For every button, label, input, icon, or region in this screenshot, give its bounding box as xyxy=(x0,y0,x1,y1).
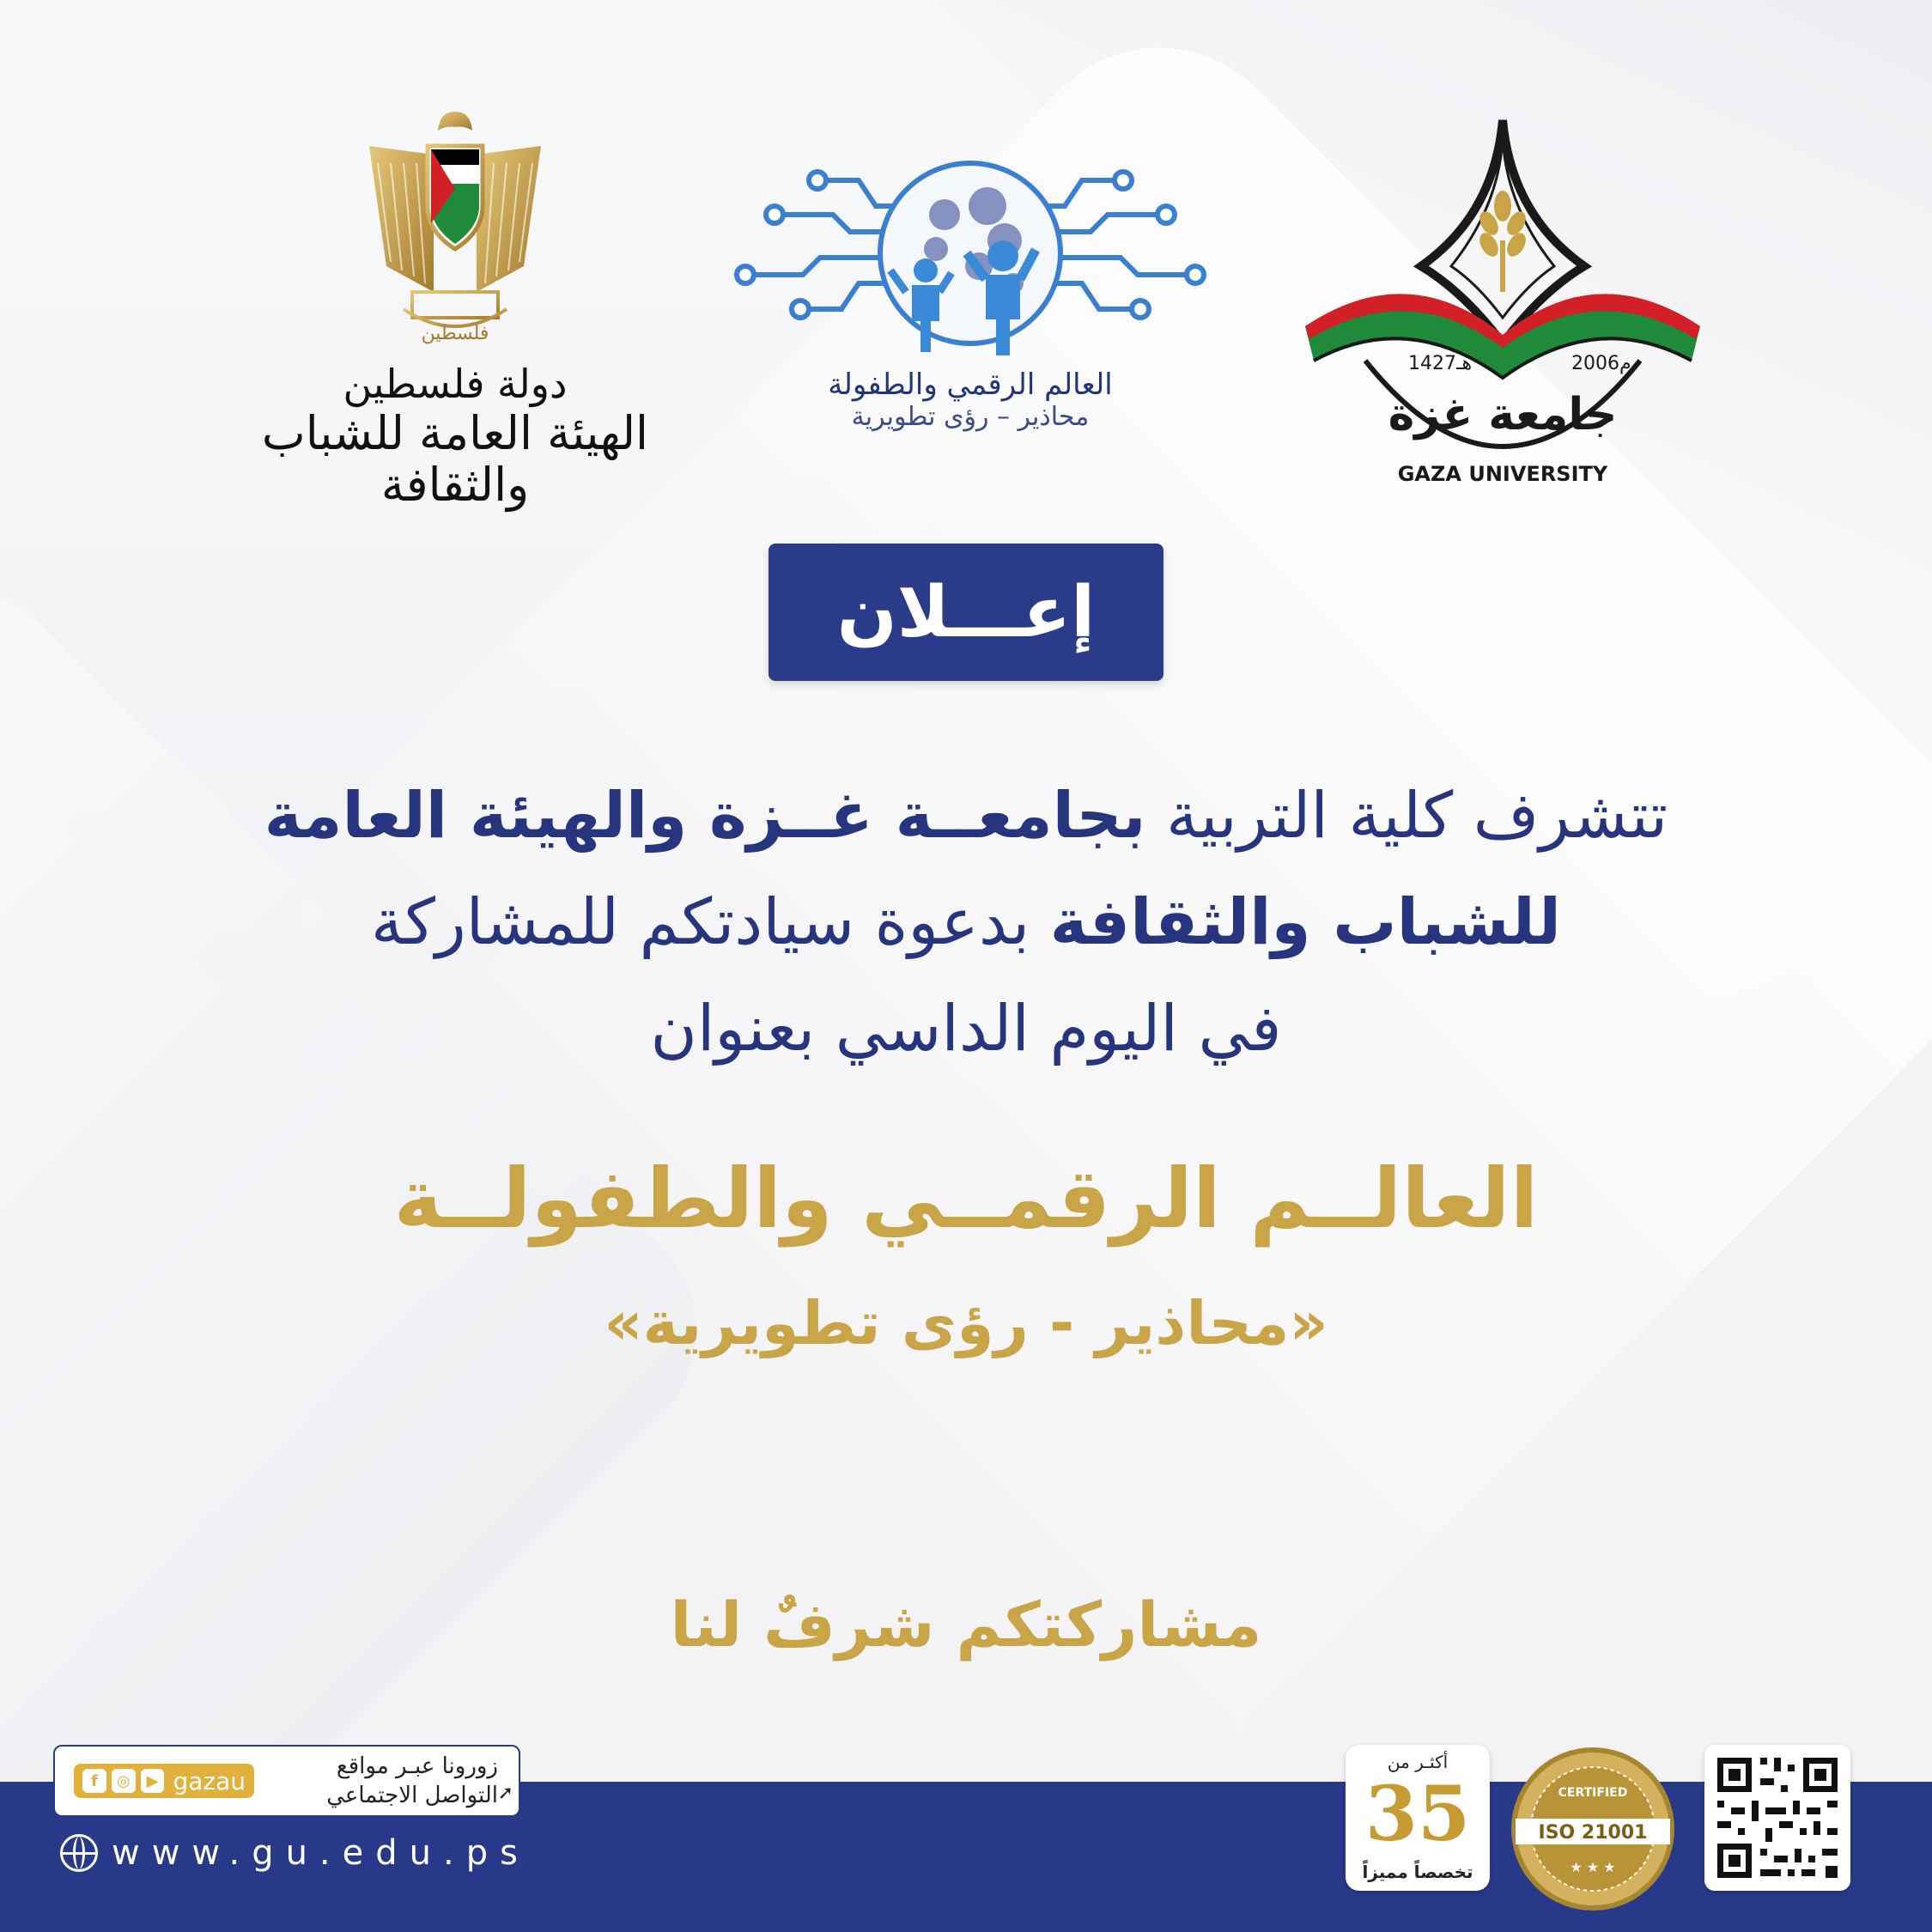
svg-text:1427هـ: 1427هـ xyxy=(1408,353,1473,374)
twitter-icon[interactable]: ▶ xyxy=(141,1769,165,1793)
qr-code-icon xyxy=(1704,1745,1850,1891)
social-media-card[interactable] xyxy=(53,1745,520,1817)
palestine-ministry-logo xyxy=(232,94,678,541)
invitation-text xyxy=(129,762,1803,1082)
announcement-badge: إعـــلان xyxy=(769,544,1163,681)
specialties-label: تخصصاً مميزاً xyxy=(1362,1862,1473,1882)
invitation-line-1: تتشرف كلية التربية بجامعــة غــزة والهيئة العامة xyxy=(264,779,1668,853)
svg-text:فلسطين: فلسطين xyxy=(421,323,489,344)
cursor-icon: ➚ xyxy=(497,1783,513,1804)
university-crest-icon xyxy=(1288,112,1717,507)
globe-circuit-icon xyxy=(730,155,1211,361)
event-subtitle: «محاذير - رؤى تطويرية» xyxy=(604,1288,1328,1358)
authority-name: الهيئة العامة للشباب والثقافة xyxy=(261,406,649,512)
social-handle-pill[interactable] xyxy=(74,1764,254,1798)
qr-code[interactable] xyxy=(1704,1745,1850,1891)
eagle-emblem-icon xyxy=(352,94,558,352)
svg-text:CERTIFIED: CERTIFIED xyxy=(1558,1786,1628,1800)
website-url: www.gu.edu.ps xyxy=(112,1833,530,1873)
svg-text:2006م: 2006م xyxy=(1571,353,1631,374)
specialties-badge xyxy=(1346,1745,1490,1891)
iso-seal-icon xyxy=(1507,1743,1679,1915)
globe-icon xyxy=(60,1834,98,1872)
website-link[interactable] xyxy=(60,1833,530,1873)
event-title: العالــم الرقمــي والطفولــة xyxy=(393,1151,1539,1247)
svg-text:★ ★ ★: ★ ★ ★ xyxy=(1570,1859,1616,1875)
instagram-icon[interactable]: ◎ xyxy=(112,1769,136,1793)
invitation-line-2: للشباب والثقافة بدعوة سيادتكم للمشاركة xyxy=(371,885,1561,959)
gaza-university-logo xyxy=(1288,112,1717,515)
specialties-prefix: أكثـر من xyxy=(1387,1752,1449,1772)
facebook-icon[interactable]: f xyxy=(82,1769,106,1793)
svg-text:GAZA UNIVERSITY: GAZA UNIVERSITY xyxy=(1397,462,1608,486)
digital-world-logo xyxy=(721,155,1219,464)
svg-text:ISO 21001: ISO 21001 xyxy=(1538,1822,1648,1844)
social-invite-text: زورونا عبـر مواقع التواصل الاجتماعي xyxy=(326,1753,498,1808)
svg-text:جامعة غزة: جامعة غزة xyxy=(1388,389,1618,440)
social-handle: gazau xyxy=(173,1766,246,1795)
invitation-line-3: في اليوم الداسي بعنوان xyxy=(650,992,1282,1066)
state-name: دولة فلسطين xyxy=(343,361,568,407)
closing-text: مشاركتكم شرفٌ لنا xyxy=(670,1589,1262,1661)
specialties-count: 35 xyxy=(1364,1769,1471,1858)
digital-logo-title: العالم الرقمي والطفولة xyxy=(828,368,1113,402)
digital-logo-subtitle: محاذير – رؤى تطويرية xyxy=(851,402,1090,432)
